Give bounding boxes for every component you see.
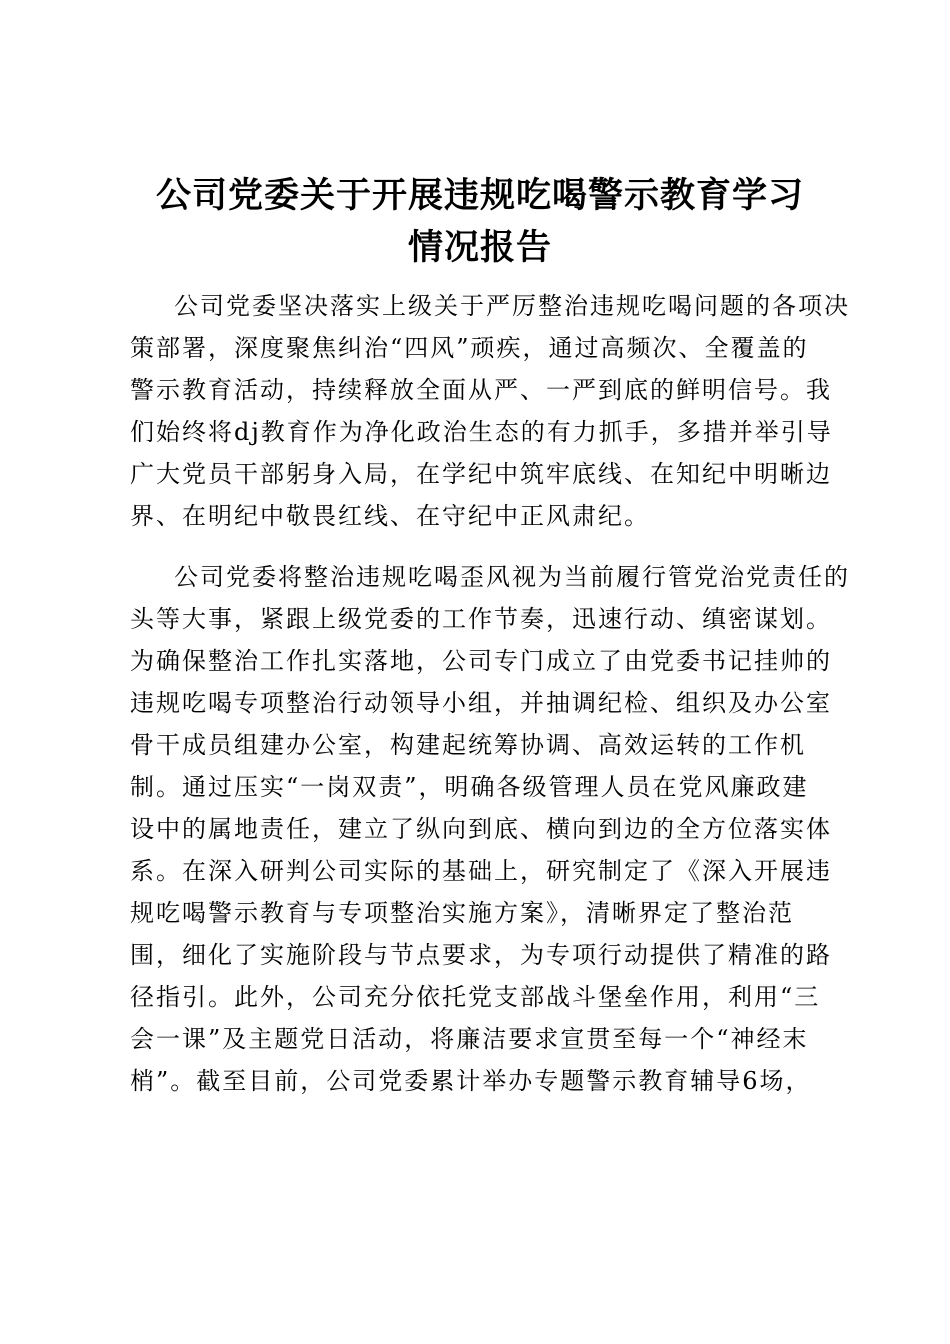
paragraph-line: 为确保整治工作扎实落地，公司专门成立了由党委书记挂帅的 (130, 647, 832, 675)
paragraph-line: 头等大事，紧跟上级党委的工作节奏，迅速行动、缜密谋划。 (130, 605, 832, 633)
paragraph-line: 系。在深入研判公司实际的基础上，研究制定了《深入开展违 (130, 857, 832, 885)
paragraph-line: 策部署，深度聚焦纠治“四风”顽疾，通过高频次、全覆盖的 (130, 334, 809, 362)
paragraph-1 (130, 285, 850, 537)
paragraph-line: 警示教育活动，持续释放全面从严、一严到底的鲜明信号。我 (130, 376, 832, 404)
paragraph-line: 界、在明纪中敬畏红线、在守纪中正风肃纪。 (130, 502, 650, 530)
paragraph-2 (130, 556, 850, 1102)
paragraph-line: 径指引。此外，公司充分依托党支部战斗堡垒作用，利用“三 (130, 983, 821, 1011)
paragraph-line: 会一课”及主题党日活动，将廉洁要求宣贯至每一个“神经末 (130, 1025, 809, 1053)
document-title-line-1: 公司党委关于开展违规吃喝警示教育学习 (155, 175, 804, 216)
paragraph-line: 公司党委将整治违规吃喝歪风视为当前履行管党治党责任的 (174, 563, 850, 591)
paragraph-line: 制。通过压实“一岗双责”，明确各级管理人员在党风廉政建 (130, 773, 809, 801)
paragraph-line: 规吃喝警示教育与专项整治实施方案》，清晰界定了整治范 (130, 899, 794, 927)
paragraph-line: 们始终将dj教育作为净化政治生态的有力抓手，多措并举引导 (130, 418, 833, 446)
paragraph-line: 梢”。截至目前，公司党委累计举办专题警示教育辅导6场， (130, 1067, 812, 1095)
document-title-line-2: 情况报告 (407, 227, 552, 268)
paragraph-line: 骨干成员组建办公室，构建起统筹协调、高效运转的工作机 (130, 731, 806, 759)
paragraph-line: 广大党员干部躬身入局，在学纪中筑牢底线、在知纪中明晰边 (130, 460, 832, 488)
paragraph-line: 违规吃喝专项整治行动领导小组，并抽调纪检、组织及办公室 (130, 689, 832, 717)
paragraph-line: 设中的属地责任，建立了纵向到底、横向到边的全方位落实体 (130, 815, 832, 843)
paragraph-line: 公司党委坚决落实上级关于严厉整治违规吃喝问题的各项决 (174, 292, 850, 320)
paragraph-line: 围，细化了实施阶段与节点要求，为专项行动提供了精准的路 (130, 941, 832, 969)
